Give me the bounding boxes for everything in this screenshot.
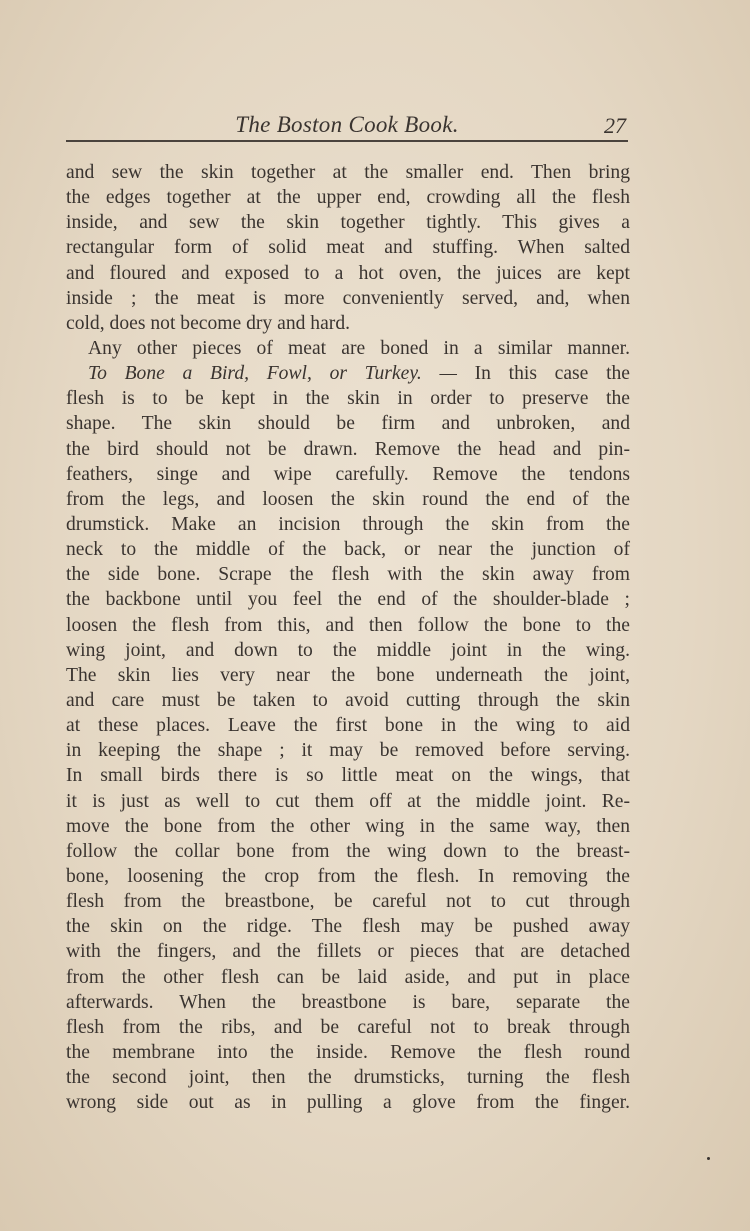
text-line: follow the collar bone from the wing down to the breast- xyxy=(66,840,630,862)
text-line: flesh from the breastbone, be careful not to cut through xyxy=(66,891,630,913)
text-line: neck to the middle of the back, or near the junction of xyxy=(66,539,630,561)
text-line: bone, loosening the crop from the flesh. In removing the xyxy=(66,865,630,887)
text-line: flesh is to be kept in the skin in order to preserve the xyxy=(66,388,630,410)
text-line: the side bone. Scrape the flesh with the skin away from xyxy=(66,564,630,586)
text-line: the membrane into the inside. Remove the flesh round xyxy=(66,1041,630,1063)
text-line: the second joint, then the drumsticks, turning the flesh xyxy=(66,1067,630,1089)
page-number: 27 xyxy=(604,113,626,138)
text-line: the backbone until you feel the end of the shoulder-blade ; xyxy=(66,589,630,611)
paper-speck xyxy=(707,1157,710,1160)
text-line: wrong side out as in pulling a glove from the finger. xyxy=(66,1092,630,1114)
body-text xyxy=(66,160,630,1115)
text-line: move the bone from the other wing in the same way, then xyxy=(66,815,630,837)
text-line: with the fingers, and the fillets or pieces that are detached xyxy=(66,941,630,963)
text-line: shape. The skin should be firm and unbroken, and xyxy=(66,413,630,435)
text-line: from the legs, and loosen the skin round the end of the xyxy=(66,488,630,510)
text-line: and care must be taken to avoid cutting through the skin xyxy=(66,689,630,711)
text-line: afterwards. When the breastbone is bare, separate the xyxy=(66,991,630,1013)
text-line: and sew the skin together at the smaller end. Then bring xyxy=(66,162,630,183)
text-line: in keeping the shape ; it may be removed before serving. xyxy=(66,740,630,762)
text-line: loosen the flesh from this, and then follow the bone to the xyxy=(66,614,630,636)
text-line: The skin lies very near the bone underneath the joint, xyxy=(66,664,630,686)
text-line: at these places. Leave the first bone in the wing to aid xyxy=(66,715,630,737)
subheading-line xyxy=(66,361,630,386)
text-line: drumstick. Make an incision through the skin from the xyxy=(66,513,630,535)
text-line: In this case the xyxy=(474,363,631,385)
subheading: To Bone a Bird, Fowl, or Turkey. — xyxy=(88,363,457,385)
text-line: it is just as well to cut them off at the middle joint. Re- xyxy=(66,790,630,812)
text-line: flesh from the ribs, and be careful not to break through xyxy=(66,1016,630,1038)
text-line: wing joint, and down to the middle joint in the wing. xyxy=(66,639,630,661)
text-line: the skin on the ridge. The flesh may be pushed away xyxy=(66,916,630,938)
text-line: the edges together at the upper end, crowding all the flesh xyxy=(66,187,630,209)
text-line: the bird should not be drawn. Remove the head and pin- xyxy=(66,438,630,460)
text-line: inside ; the meat is more conveniently served, and, when xyxy=(66,287,630,309)
text-line: from the other flesh can be laid aside, and put in place xyxy=(66,966,630,988)
text-line: feathers, singe and wipe carefully. Remove the tendons xyxy=(66,463,630,485)
text-line: Any other pieces of meat are boned in a similar manner. xyxy=(88,337,630,359)
text-line: In small birds there is so little meat on the wings, that xyxy=(66,765,630,787)
text-line: inside, and sew the skin together tightly. This gives a xyxy=(66,212,630,234)
page-header xyxy=(66,108,628,142)
text-line: rectangular form of solid meat and stuffing. When salted xyxy=(66,237,630,259)
running-title: The Boston Cook Book. xyxy=(235,112,459,137)
text-line: and floured and exposed to a hot oven, the juices are kept xyxy=(66,262,630,284)
text-line: cold, does not become dry and hard. xyxy=(66,312,351,334)
